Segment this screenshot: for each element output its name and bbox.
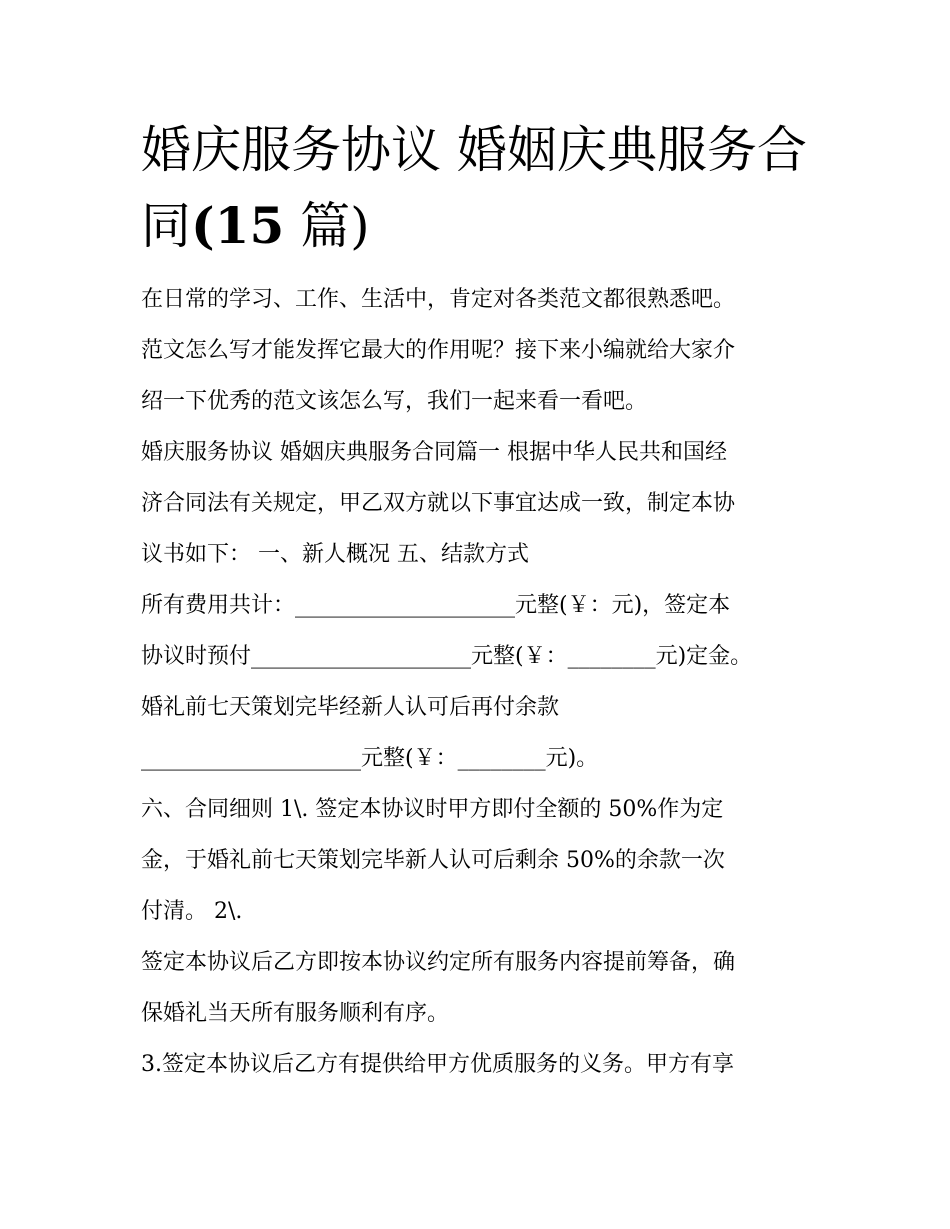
body-line-3: 绍一下优秀的范文该怎么写，我们一起来看一看吧。: [141, 389, 648, 414]
title-count-unit: 篇): [284, 197, 370, 255]
title-count-number: (15: [191, 196, 285, 255]
body-line-2: 范文怎么写才能发挥它最大的作用呢？接下来小编就给大家介: [141, 338, 736, 363]
body-line-11: 六、合同细则 1\. 签定本协议时甲方即付全额的 50%作为定: [141, 797, 724, 822]
body-line-14: 签定本协议后乙方即按本协议约定所有服务内容提前筹备，确: [141, 950, 736, 975]
body-line-4: 婚庆服务协议 婚姻庆典服务合同篇一 根据中华人民共和国经: [141, 440, 727, 465]
body-line-1: 在日常的学习、工作、生活中，肯定对各类范文都很熟悉吧。: [141, 287, 736, 312]
body-line-10: ____________________元整(￥：________元)。: [141, 746, 599, 771]
body-line-13: 付清。 2\.: [141, 899, 243, 924]
body-line-5: 济合同法有关规定，甲乙双方就以下事宜达成一致，制定本协: [141, 491, 736, 516]
body-line-12: 金，于婚礼前七天策划完毕新人认可后剩余 50%的余款一次: [141, 848, 725, 873]
body-line-9: 婚礼前七天策划完毕经新人认可后再付余款: [141, 695, 560, 720]
body-line-6: 议书如下： 一、新人概况 五、结款方式: [141, 542, 529, 567]
body-line-8: 协议时预付____________________元整(￥：________元)定金。: [141, 644, 753, 669]
body-line-15: 保婚礼当天所有服务顺利有序。: [141, 1001, 450, 1026]
title-text-line2: 同: [141, 197, 191, 255]
title-text-line1: 婚庆服务协议 婚姻庆典服务合: [141, 121, 807, 179]
document-body: [141, 280, 831, 1096]
body-line-7: 所有费用共计：____________________元整(￥：元)，签定本: [141, 593, 731, 618]
body-line-16: 3.签定本协议后乙方有提供给甲方优质服务的义务。甲方有享: [141, 1052, 734, 1077]
document-title: [141, 112, 821, 264]
